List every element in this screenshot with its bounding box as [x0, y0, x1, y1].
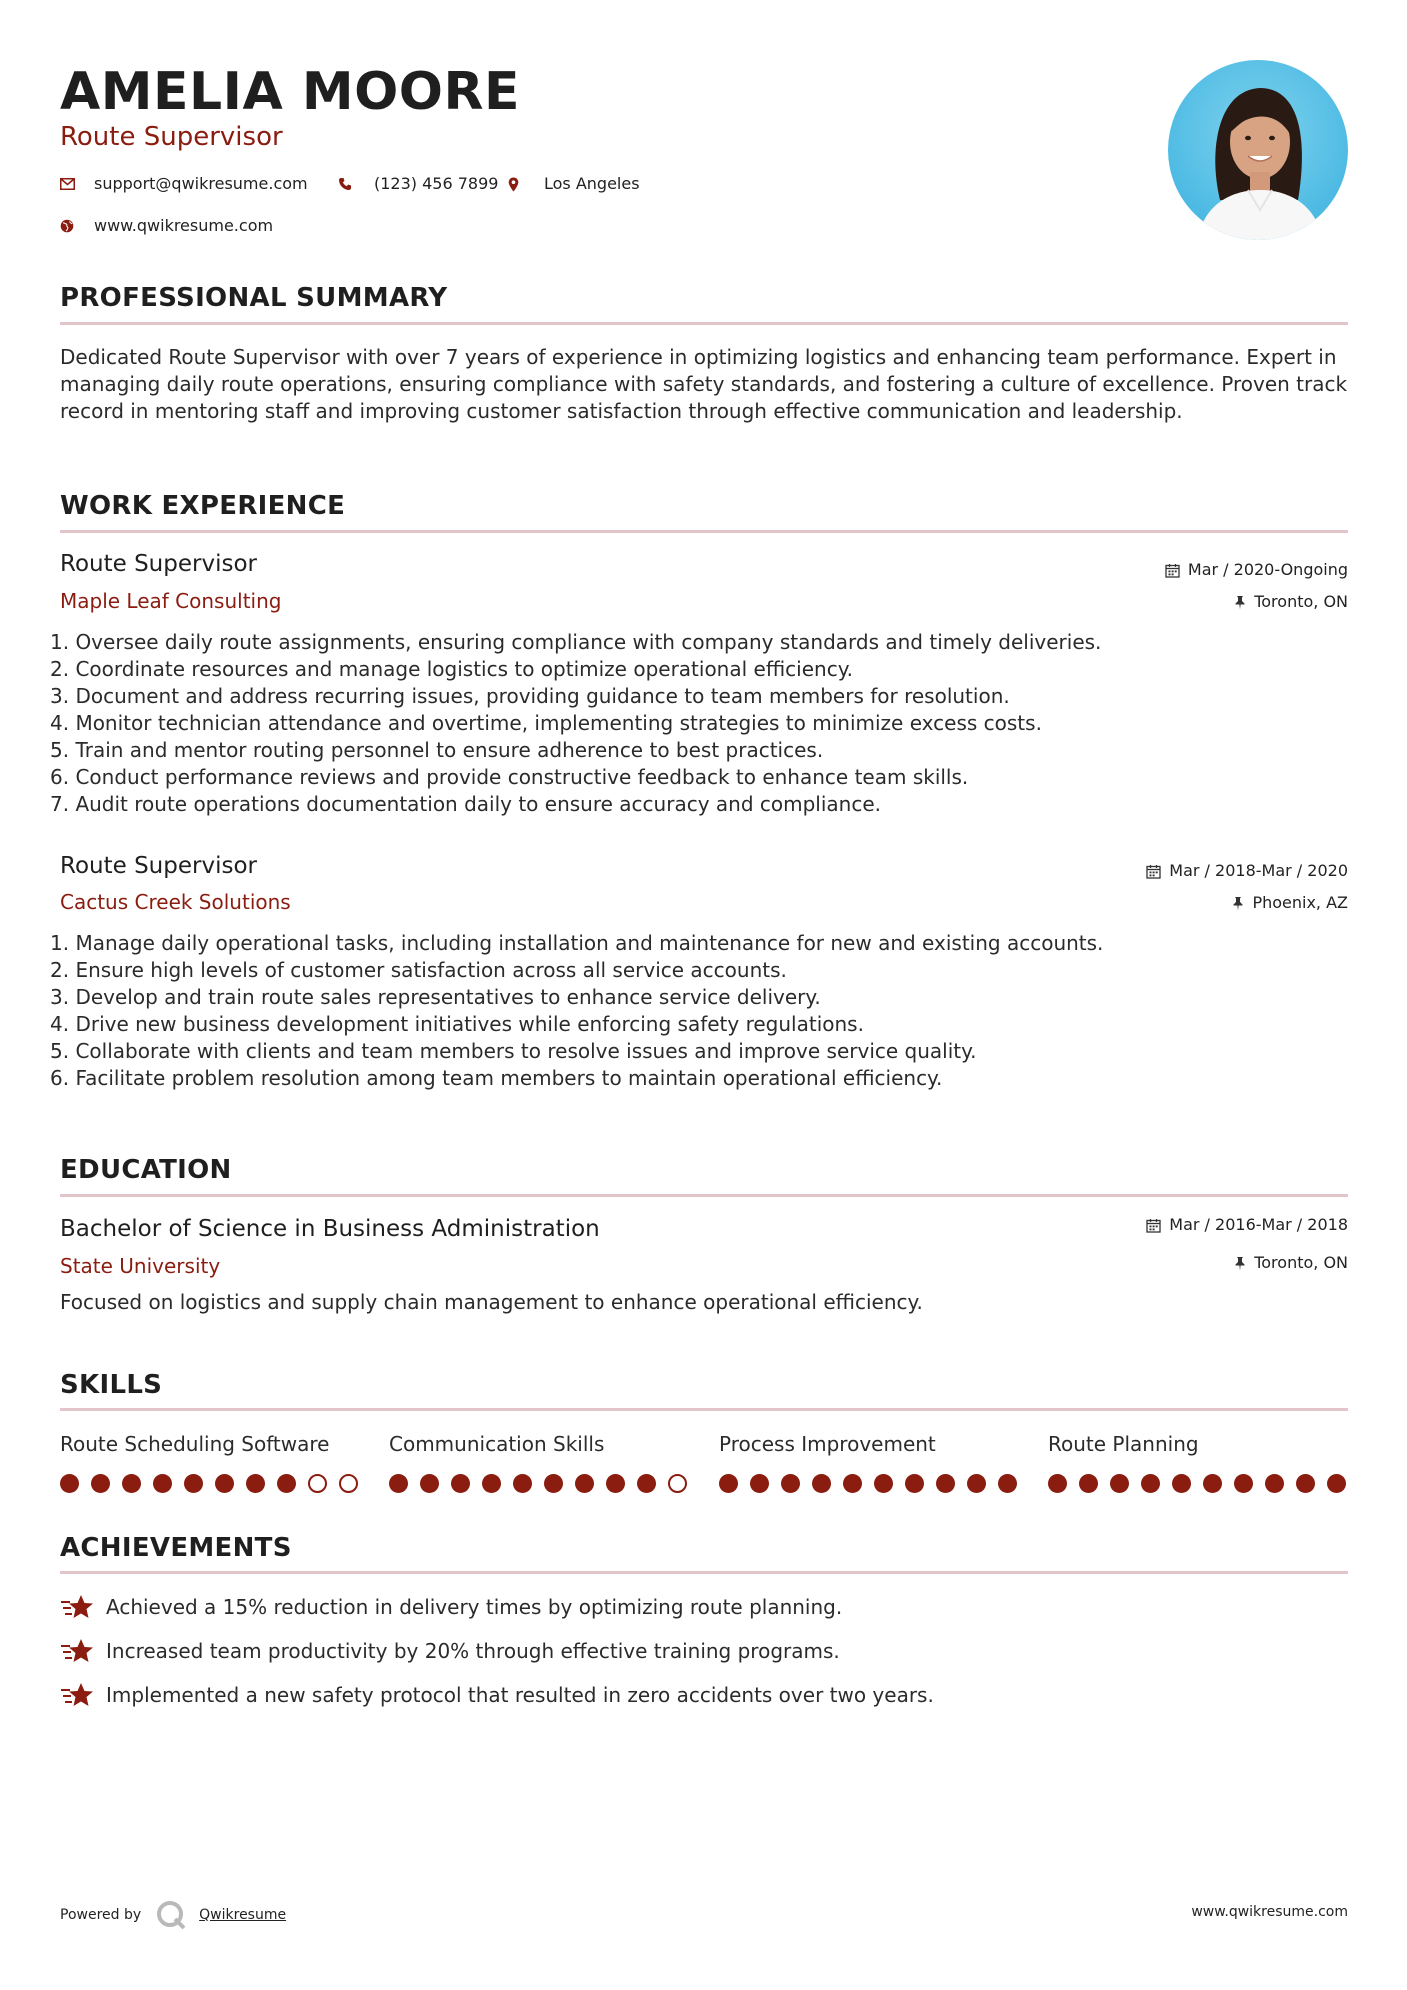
calendar-icon — [1146, 1218, 1161, 1233]
skill-rating — [60, 1474, 360, 1494]
star-award-icon — [60, 1681, 94, 1709]
summary-divider — [60, 322, 1348, 325]
skill-dot-filled — [575, 1474, 594, 1493]
skills-divider — [60, 1408, 1348, 1411]
list-item: 5. Train and mentor routing personnel to ensure adherence to best practices. — [50, 738, 824, 762]
powered-by-text: Powered by — [60, 1907, 142, 1923]
skill-dot-filled — [153, 1474, 172, 1493]
qwikresume-logo-icon — [155, 1900, 187, 1930]
skill-dot-filled — [277, 1474, 296, 1493]
list-item: 3. Document and address recurring issues, providing guidance to team members for resolution. — [50, 684, 1010, 708]
skill-dot-filled — [967, 1474, 986, 1493]
skill-dot-filled — [1079, 1474, 1098, 1493]
contact-website — [60, 215, 273, 237]
contact-location — [508, 173, 640, 195]
skill-dot-filled — [936, 1474, 955, 1493]
skill-dot-filled — [215, 1474, 234, 1493]
job-dates — [1146, 860, 1348, 882]
list-item: 1. Manage daily operational tasks, including installation and maintenance for new and existing accounts. — [50, 931, 1104, 955]
skill-rating — [1048, 1474, 1348, 1494]
list-item: 6. Facilitate problem resolution among team members to maintain operational efficiency. — [50, 1066, 943, 1090]
skill-dot-filled — [1203, 1474, 1222, 1493]
calendar-icon — [1146, 864, 1161, 879]
school-name: State University — [60, 1254, 221, 1278]
job-location-text: Toronto, ON — [1254, 592, 1348, 611]
pushpin-icon — [1234, 595, 1246, 610]
location-text: Los Angeles — [544, 174, 640, 193]
list-item: 2. Coordinate resources and manage logistics to optimize operational efficiency. — [50, 657, 854, 681]
achievement-item — [60, 1593, 842, 1621]
job-dates — [1165, 559, 1348, 581]
job-title: Route Supervisor — [60, 853, 257, 879]
skill-label: Communication Skills — [389, 1432, 605, 1456]
calendar-icon — [1165, 563, 1180, 578]
skill-item — [1048, 1430, 1348, 1494]
job-dates-text: Mar / 2020-Ongoing — [1187, 560, 1348, 579]
phone-icon — [338, 177, 374, 191]
list-item: 1. Oversee daily route assignments, ensuring compliance with company standards and timely deliveries. — [50, 630, 1102, 654]
skill-dot-filled — [1048, 1474, 1067, 1493]
skill-item — [60, 1430, 360, 1494]
skill-label: Route Planning — [1048, 1432, 1199, 1456]
degree-title: Bachelor of Science in Business Administration — [60, 1216, 600, 1242]
achievements-heading: ACHIEVEMENTS — [60, 1533, 292, 1563]
skill-dot-filled — [1296, 1474, 1315, 1493]
skill-rating — [389, 1474, 689, 1494]
summary-heading: PROFESSIONAL SUMMARY — [60, 283, 448, 313]
contact-email — [60, 173, 308, 195]
education-location-text: Toronto, ON — [1254, 1253, 1348, 1272]
education-description: Focused on logistics and supply chain management to enhance operational efficiency. — [60, 1290, 923, 1314]
website-text: www.qwikresume.com — [94, 216, 274, 235]
skill-dot-filled — [451, 1474, 470, 1493]
skill-item — [719, 1430, 1019, 1494]
education-dates-text: Mar / 2016-Mar / 2018 — [1169, 1215, 1348, 1234]
skill-dot-empty — [339, 1474, 358, 1493]
profile-photo — [1168, 60, 1348, 240]
list-item: 6. Conduct performance reviews and provide constructive feedback to enhance team skills. — [50, 765, 969, 789]
skill-dot-filled — [420, 1474, 439, 1493]
phone-text: (123) 456 7899 — [374, 174, 499, 193]
skill-dot-filled — [781, 1474, 800, 1493]
education-location — [1234, 1252, 1348, 1274]
job-company: Cactus Creek Solutions — [60, 890, 291, 914]
skill-label: Route Scheduling Software — [60, 1432, 330, 1456]
skill-dot-filled — [1110, 1474, 1129, 1493]
achievement-text: Achieved a 15% reduction in delivery times by optimizing route planning. — [106, 1594, 843, 1619]
envelope-icon — [60, 178, 94, 190]
list-item: 3. Develop and train route sales representatives to enhance service delivery. — [50, 985, 821, 1009]
skill-item — [389, 1430, 689, 1494]
skill-dot-filled — [1265, 1474, 1284, 1493]
skill-dot-filled — [637, 1474, 656, 1493]
skill-dot-filled — [1172, 1474, 1191, 1493]
footer-url[interactable]: www.qwikresume.com — [1191, 1904, 1348, 1920]
skill-dot-filled — [513, 1474, 532, 1493]
candidate-name: AMELIA MOORE — [60, 62, 521, 122]
job-location-text: Phoenix, AZ — [1252, 893, 1348, 912]
skill-dot-filled — [1327, 1474, 1346, 1493]
education-divider — [60, 1194, 1348, 1197]
skill-dot-filled — [389, 1474, 408, 1493]
job-location — [1232, 892, 1348, 914]
skill-dot-filled — [874, 1474, 893, 1493]
skill-dot-filled — [1141, 1474, 1160, 1493]
skill-dot-filled — [998, 1474, 1017, 1493]
skill-dot-filled — [905, 1474, 924, 1493]
pushpin-icon — [1234, 1256, 1246, 1271]
summary-text: Dedicated Route Supervisor with over 7 years of experience in optimizing logistics and enhancing team performance. Expert in managing daily route operations, ensuring compliance with safety standards, and fostering a culture of excellence. Proven track record in mentoring staff and improving customer satisfaction through effective communication and leadership. — [60, 345, 1348, 423]
star-award-icon — [60, 1593, 94, 1621]
footer-powered-by — [60, 1900, 286, 1930]
skill-dot-filled — [184, 1474, 203, 1493]
skill-dot-filled — [122, 1474, 141, 1493]
skill-dot-filled — [812, 1474, 831, 1493]
list-item: 4. Drive new business development initiatives while enforcing safety regulations. — [50, 1012, 864, 1036]
skill-dot-filled — [843, 1474, 862, 1493]
map-pin-icon — [508, 177, 544, 192]
job-company: Maple Leaf Consulting — [60, 589, 282, 613]
skill-dot-empty — [668, 1474, 687, 1493]
globe-icon — [60, 219, 94, 233]
skill-dot-filled — [750, 1474, 769, 1493]
skill-label: Process Improvement — [719, 1432, 936, 1456]
skills-heading: SKILLS — [60, 1370, 163, 1400]
job-dates-text: Mar / 2018-Mar / 2020 — [1169, 861, 1348, 880]
list-item: 5. Collaborate with clients and team members to resolve issues and improve service quality. — [50, 1039, 977, 1063]
achievement-text: Increased team productivity by 20% through effective training programs. — [106, 1638, 840, 1663]
job-duties-list — [50, 930, 1350, 1092]
list-item: 4. Monitor technician attendance and overtime, implementing strategies to minimize excess costs. — [50, 711, 1042, 735]
achievements-divider — [60, 1571, 1348, 1574]
pushpin-icon — [1232, 896, 1244, 911]
qwikresume-link[interactable]: Qwikresume — [199, 1907, 287, 1923]
list-item: 7. Audit route operations documentation daily to ensure accuracy and compliance. — [50, 792, 881, 816]
skill-dot-filled — [482, 1474, 501, 1493]
skill-dot-filled — [91, 1474, 110, 1493]
achievement-text: Implemented a new safety protocol that resulted in zero accidents over two years. — [106, 1682, 934, 1707]
email-text: support@qwikresume.com — [94, 174, 308, 193]
contact-phone — [338, 173, 498, 195]
skill-dot-empty — [308, 1474, 327, 1493]
experience-heading: WORK EXPERIENCE — [60, 491, 346, 521]
skill-dot-filled — [719, 1474, 738, 1493]
job-location — [1234, 591, 1348, 613]
candidate-title: Route Supervisor — [60, 122, 283, 152]
skill-dot-filled — [544, 1474, 563, 1493]
list-item: 2. Ensure high levels of customer satisfaction across all service accounts. — [50, 958, 787, 982]
education-heading: EDUCATION — [60, 1155, 232, 1185]
job-title: Route Supervisor — [60, 551, 257, 577]
skill-dot-filled — [606, 1474, 625, 1493]
experience-divider — [60, 530, 1348, 533]
achievement-item — [60, 1681, 934, 1709]
skill-dot-filled — [60, 1474, 79, 1493]
skill-rating — [719, 1474, 1019, 1494]
education-dates — [1146, 1214, 1348, 1236]
job-duties-list — [50, 629, 1350, 818]
star-award-icon — [60, 1637, 94, 1665]
achievement-item — [60, 1637, 840, 1665]
skill-dot-filled — [246, 1474, 265, 1493]
skill-dot-filled — [1234, 1474, 1253, 1493]
